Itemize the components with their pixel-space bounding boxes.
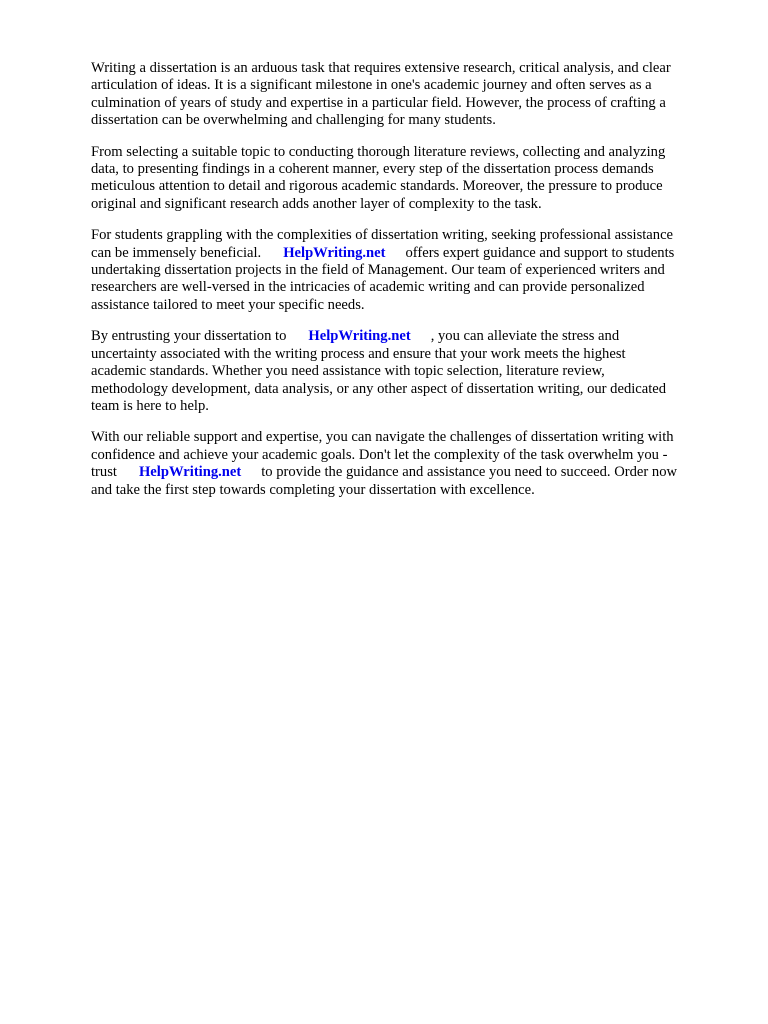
text-line: assistance tailored to meet your specific needs. — [91, 296, 365, 313]
helpwriting-link[interactable]: HelpWriting.net — [308, 328, 411, 345]
text-line: academic standards. Whether you need assistance with topic selection, literature review, — [91, 363, 605, 380]
text-line: articulation of ideas. It is a significant milestone in one's academic journey and often serves as a — [91, 77, 652, 94]
text-line: original and significant research adds another layer of complexity to the task. — [91, 195, 542, 212]
text-line — [91, 245, 721, 262]
text-line: methodology development, data analysis, or any other aspect of dissertation writing, our dedicated — [91, 380, 667, 397]
text-fragment: offers expert guidance and support to students — [405, 244, 675, 261]
text-line: With our reliable support and expertise, you can navigate the challenges of dissertation writing with — [91, 429, 674, 446]
text-line — [91, 328, 721, 345]
text-line: From selecting a suitable topic to conducting thorough literature reviews, collecting and analyzing — [91, 143, 666, 160]
text-line — [91, 464, 721, 481]
text-line: For students grappling with the complexities of dissertation writing, seeking professional assistance — [91, 227, 674, 244]
document-body — [91, 60, 721, 513]
text-line: researchers are well-versed in the intricacies of academic writing and can provide personalized — [91, 279, 645, 296]
text-line: meticulous attention to detail and rigorous academic standards. Moreover, the pressure to produce — [91, 178, 663, 195]
paragraph-closing — [91, 429, 721, 499]
text-line: uncertainty associated with the writing process and ensure that your work meets the highest — [91, 345, 626, 362]
helpwriting-link[interactable]: HelpWriting.net — [138, 464, 242, 481]
text-fragment: can be immensely beneficial. — [91, 244, 262, 261]
text-line: dissertation can be overwhelming and challenging for many students. — [91, 112, 496, 129]
text-line: culmination of years of study and expertise in a particular field. However, the process of crafting a — [91, 94, 666, 111]
text-line: data, to presenting findings in a coherent manner, every step of the dissertation process demands — [91, 161, 654, 178]
paragraph-entrusting — [91, 328, 721, 415]
text-fragment: trust — [91, 464, 117, 481]
text-line: undertaking dissertation projects in the field of Management. Our team of experienced writers and — [91, 262, 665, 279]
paragraph-intro — [91, 60, 721, 130]
text-line: confidence and achieve your academic goals. Don't let the complexity of the task overwhelm you - — [91, 446, 668, 463]
paragraph-assistance — [91, 227, 721, 314]
text-line: team is here to help. — [91, 397, 209, 414]
paragraph-challenges — [91, 144, 721, 214]
text-line: Writing a dissertation is an arduous task that requires extensive research, critical analysis, and clear — [91, 60, 671, 76]
text-fragment: to provide the guidance and assistance you need to succeed. Order now — [261, 464, 678, 481]
text-fragment: , you can alleviate the stress and — [430, 328, 620, 345]
helpwriting-link[interactable]: HelpWriting.net — [283, 244, 386, 261]
text-line: and take the first step towards completing your dissertation with excellence. — [91, 481, 535, 498]
text-fragment: By entrusting your dissertation to — [91, 328, 287, 345]
